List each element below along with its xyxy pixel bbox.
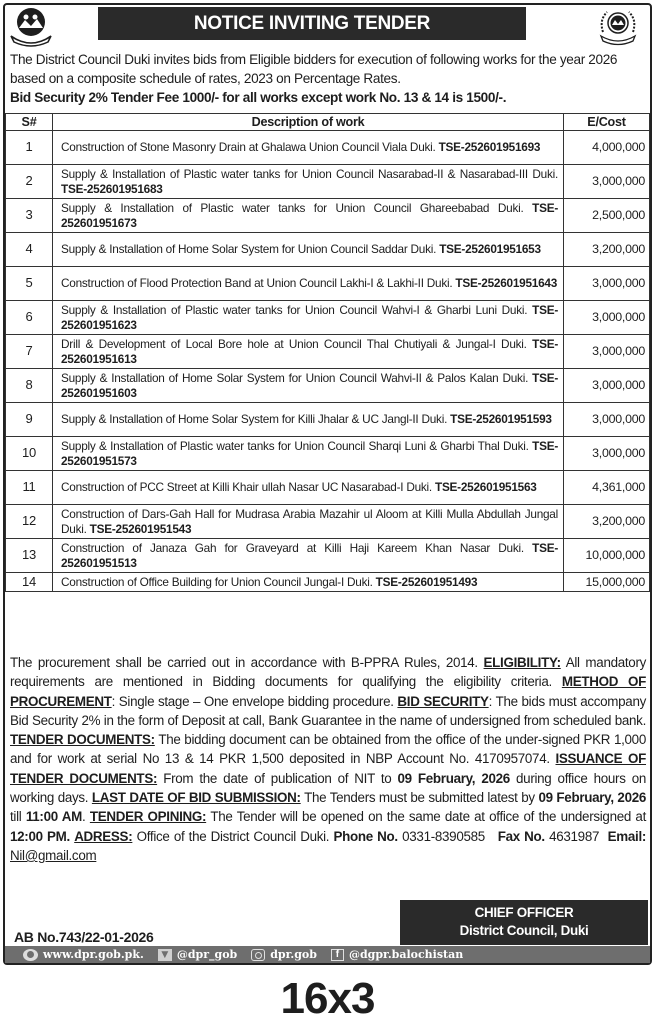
row-cost: 4,361,000	[564, 471, 650, 505]
table-row	[6, 165, 650, 199]
last-date-time: 11:00 AM	[25, 809, 83, 825]
footer-instagram[interactable]	[251, 946, 317, 963]
website-text: www.dpr.gob.pk.	[43, 948, 144, 961]
row-cost: 3,200,000	[564, 233, 650, 267]
work-description: Supply & Installation of Plastic water tanks for Union Council Ghareebabad Duki.	[61, 200, 524, 215]
work-description: Supply & Installation of Plastic water tanks for Union Council Wahvi-I & Gharbi Luni Duki.	[61, 302, 528, 317]
phone-label: Phone No.	[333, 828, 398, 844]
row-description	[53, 165, 564, 199]
row-description	[53, 199, 564, 233]
row-cost: 3,000,000	[564, 403, 650, 437]
issuance-text-b: during office hours on working days.	[10, 770, 647, 806]
row-cost: 3,000,000	[564, 165, 650, 199]
eligibility-heading: ELIGIBILITY:	[483, 655, 561, 670]
row-description	[53, 233, 564, 267]
table-row	[6, 539, 650, 573]
table-row	[6, 573, 650, 592]
work-description: Construction of Flood Protection Band at Union Council Lakhi-I & Lakhi-II Duki.	[61, 276, 453, 291]
row-cost: 3,200,000	[564, 505, 650, 539]
row-sn: 6	[6, 301, 53, 335]
tse-number: TSE-252601951593	[450, 412, 552, 427]
email-label: Email:	[607, 828, 647, 844]
tse-number: TSE-252601951573	[61, 438, 558, 468]
row-cost: 3,000,000	[564, 335, 650, 369]
row-cost: 3,000,000	[564, 437, 650, 471]
fax-number: 4631987	[549, 828, 600, 844]
row-sn: 12	[6, 505, 53, 539]
intro-paragraph: The District Council Duki invites bids from Eligible bidders for execution of following works for the year 2026 based on a composite schedule of rates, 2023 on Percentage Rates.	[10, 52, 618, 86]
notice-title: NOTICE INVITING TENDER	[98, 7, 526, 40]
row-sn: 9	[6, 403, 53, 437]
row-sn: 5	[6, 267, 53, 301]
row-cost: 3,000,000	[564, 301, 650, 335]
table-row	[6, 335, 650, 369]
work-description: Supply & Installation of Plastic water tanks for Union Council Nasarabad-II & Nasarabad-III Duki.	[61, 166, 558, 181]
row-cost: 3,000,000	[564, 267, 650, 301]
row-description	[53, 505, 564, 539]
tse-number: TSE-252601951493	[375, 574, 478, 589]
issuance-date: 09 February, 2026	[397, 770, 510, 786]
tender-documents-text: The bidding document can be obtained from the office of the under-signed PKR 1,000 and for work at serial No 13 & 14 PKR 1,500 deposited in NBP Account No. 4170957074.	[10, 732, 646, 767]
issuance-text-a: From the date of publication of NIT to	[163, 770, 392, 786]
fee-line: Bid Security 2% Tender Fee 1000/- for all works except work No. 13 & 14 is 1500/-.	[10, 90, 507, 105]
terms-text: The procurement shall be carried out in accordance with B-PPRA Rules, 2014. ELIGIBILITY: All mandatory requirements are mentioned in Bidding documents for qualifying the eligibility criteria. METHOD OF PROCUREMENT: Single stage – One envelope bidding procedure. BID SECURITY: The bids must accompany Bid Security 2% in the form of Deposit at call, Bank Guarantee in the name of undersigned from scheduled bank. TENDER DOCUMENTS: The bidding document can be obtained from the office of the under-signed PKR 1,000 and for work at serial No 13 & 14 PKR 1,500 deposited in NBP Account No. 4170957074. ISSUANCE OF TENDER DOCUMENTS: From the date of publication of NIT to 09 February, 2026 during office hours on working days. LAST DATE OF BID SUBMISSION: The Tenders must be submitted latest by 09 February, 2026 till 11:00 AM. TENDER OPINING: The Tender will be opened on the same date at office of the undersigned at 12:00 PM. ADRESS: Office of the District Council Duki. Phone No. 0331-8390585 Fax No. 4631987 Email: Nil@gmail.com	[10, 655, 647, 863]
row-sn: 8	[6, 369, 53, 403]
tse-number: TSE-252601951563	[434, 480, 537, 495]
work-description: Construction of Dars-Gah Hall for Mudrasa Arabia Mazahir ul Aloom at Killi Mulla Abdullah Jungal Duki.	[61, 506, 558, 536]
tse-number: TSE-252601951543	[89, 521, 192, 536]
twitter-text: @dpr_gob	[176, 948, 238, 961]
row-cost: 3,000,000	[564, 369, 650, 403]
table-row	[6, 301, 650, 335]
row-description	[53, 335, 564, 369]
work-description: Drill & Development of Local Bore hole at Union Council Thal Chutiyali & Jungal-I Duki.	[61, 336, 527, 351]
tse-number: TSE-252601951513	[61, 540, 559, 570]
row-sn: 14	[6, 573, 53, 592]
address-text: Office of the District Council Duki.	[136, 828, 330, 844]
eligibility-text: All mandatory requirements are mentioned in Bidding documents for qualifying the eligibility criteria.	[10, 655, 647, 690]
opening-heading: TENDER OPINING:	[89, 809, 207, 825]
globe-icon	[23, 949, 38, 961]
footer-website[interactable]	[23, 946, 144, 963]
row-cost: 4,000,000	[564, 131, 650, 165]
col-sn: S#	[6, 114, 53, 131]
tse-number: TSE-252601951693	[438, 140, 541, 155]
table-row	[6, 505, 650, 539]
balochistan-emblem-icon	[595, 6, 641, 48]
signature-office: District Council, Duki	[459, 923, 589, 938]
issuance-heading: ISSUANCE OF TENDER DOCUMENTS:	[10, 751, 647, 786]
footer-bar	[5, 946, 650, 963]
work-description: Supply & Installation of Plastic water tanks for Union Council Sharqi Luni & Gharbi Thal Duki.	[61, 438, 529, 453]
works-table	[5, 113, 650, 592]
instagram-text: dpr.gob	[270, 948, 317, 961]
row-sn: 4	[6, 233, 53, 267]
tse-number: TSE-252601951623	[61, 302, 558, 332]
table-row	[6, 199, 650, 233]
row-description	[53, 471, 564, 505]
row-description	[53, 369, 564, 403]
row-cost: 15,000,000	[564, 573, 650, 592]
row-description	[53, 573, 564, 592]
facebook-text: @dgpr.balochistan	[348, 948, 464, 961]
signature-title: CHIEF OFFICER	[474, 905, 574, 920]
email-link[interactable]: Nil@gmail.com	[10, 847, 97, 863]
facebook-icon: f	[331, 949, 344, 961]
row-cost: 10,000,000	[564, 539, 650, 573]
intro-text	[10, 50, 646, 107]
address-heading: ADRESS:	[74, 828, 133, 844]
row-sn: 10	[6, 437, 53, 471]
col-description: Description of work	[53, 114, 564, 131]
row-sn: 13	[6, 539, 53, 573]
table-row	[6, 369, 650, 403]
tse-number: TSE-252601951643	[455, 276, 558, 291]
table-row	[6, 403, 650, 437]
footer-twitter[interactable]	[158, 946, 237, 963]
table-row	[6, 471, 650, 505]
table-row	[6, 267, 650, 301]
last-date-text: The Tenders must be submitted latest by	[304, 790, 535, 806]
last-date-heading: LAST DATE OF BID SUBMISSION:	[91, 790, 301, 806]
row-sn: 7	[6, 335, 53, 369]
tse-number: TSE-252601951673	[61, 200, 558, 230]
last-date-till: till	[10, 809, 22, 825]
row-description	[53, 437, 564, 471]
opening-time: 12:00 PM.	[10, 828, 70, 844]
row-description	[53, 267, 564, 301]
row-description	[53, 403, 564, 437]
table-row	[6, 437, 650, 471]
opening-text: The Tender will be opened on the same date at office of the undersigned at	[210, 809, 647, 825]
footer-facebook[interactable]	[331, 946, 463, 963]
tse-number: TSE-252601951653	[439, 242, 541, 257]
district-council-logo-icon	[8, 6, 54, 48]
row-sn: 1	[6, 131, 53, 165]
work-description: Construction of Office Building for Union Council Jungal-I Duki.	[61, 574, 373, 589]
tse-number: TSE-252601951683	[61, 181, 163, 196]
col-cost: E/Cost	[564, 114, 650, 131]
work-description: Construction of PCC Street at Killi Khair ullah Nasar UC Nasarabad-I Duki.	[61, 480, 432, 495]
work-description: Supply & Installation of Home Solar System for Killi Jhalar & UC Jangl-II Duki.	[61, 412, 448, 427]
bid-security-heading: BID SECURITY	[397, 693, 489, 709]
last-date: 09 February, 2026	[538, 790, 647, 806]
work-description: Supply & Installation of Home Solar System for Union Council Wahvi-II & Palos Kalan Duki.	[61, 370, 529, 385]
procurement-rules: The procurement shall be carried out in accordance with B-PPRA Rules, 2014.	[10, 655, 478, 670]
bid-security-text: : The bids must accompany Bid Security 2% in the form of Deposit at call, Bank Guarantee in the name of undersigned from scheduled bank.	[10, 693, 646, 728]
tse-number: TSE-252601951603	[61, 370, 558, 400]
twitter-icon: ▼	[158, 949, 172, 961]
row-description	[53, 539, 564, 573]
row-cost: 2,500,000	[564, 199, 650, 233]
ab-number: AB No.743/22-01-2026	[14, 929, 154, 945]
work-description: Supply & Installation of Home Solar System for Union Council Saddar Duki.	[61, 242, 437, 257]
table-header-row	[6, 114, 650, 131]
row-sn: 2	[6, 165, 53, 199]
row-sn: 3	[6, 199, 53, 233]
instagram-icon	[251, 949, 265, 961]
table-row	[6, 233, 650, 267]
table-row	[6, 131, 650, 165]
work-description: Construction of Janaza Gah for Graveyard at Killi Haji Kareem Khan Nasar Duki.	[61, 540, 524, 555]
method-text: : Single stage – One envelope bidding procedure.	[111, 693, 394, 709]
row-sn: 11	[6, 471, 53, 505]
work-description: Construction of Stone Masonry Drain at Ghalawa Union Council Viala Duki.	[61, 140, 436, 155]
method-heading: METHOD OF PROCUREMENT	[10, 674, 646, 709]
signature-block	[400, 900, 648, 945]
phone-number: 0331-8390585	[402, 828, 485, 844]
row-description	[53, 131, 564, 165]
fax-label: Fax No.	[497, 828, 545, 844]
tender-documents-heading: TENDER DOCUMENTS:	[10, 732, 155, 748]
tse-number: TSE-252601951613	[61, 336, 558, 366]
ad-size-label: 16x3	[280, 974, 375, 1023]
row-description	[53, 301, 564, 335]
